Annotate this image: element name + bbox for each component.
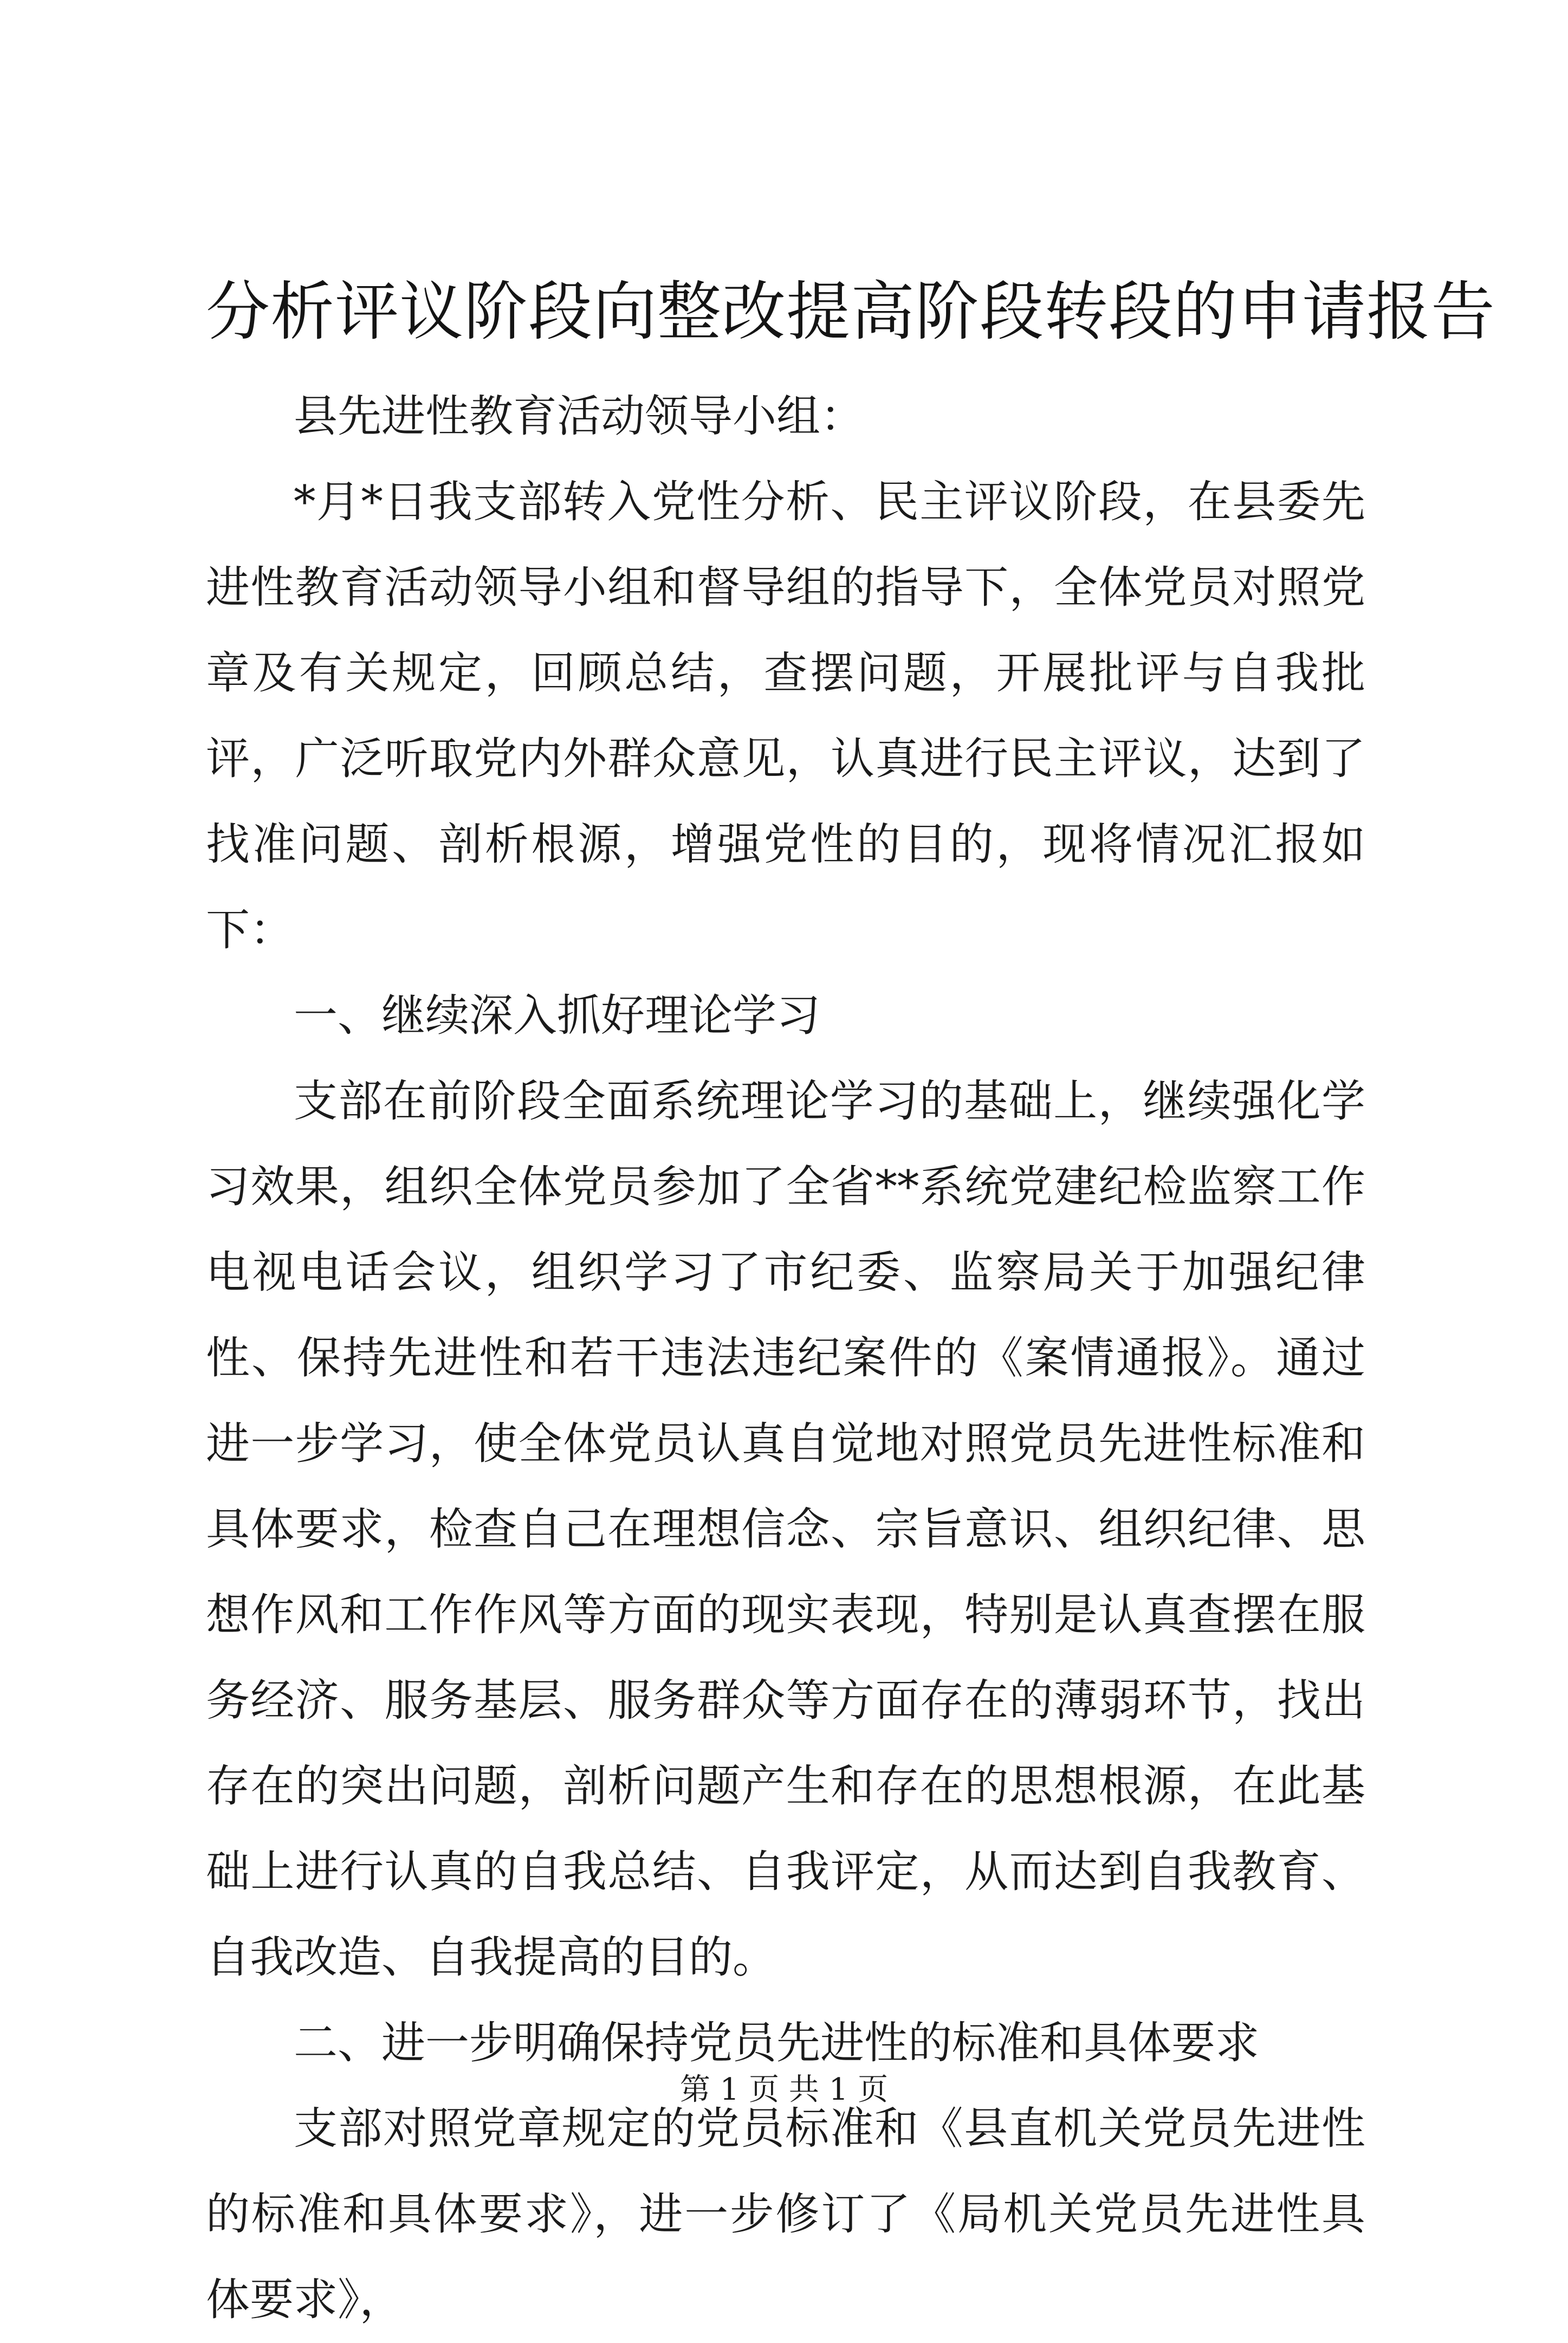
document-body	[206, 374, 1365, 2343]
page-footer: 第 1 页 共 1 页	[679, 2072, 889, 2107]
paragraph-section-2: 支部对照党章规定的党员标准和《县直机关党员先进性的标准和具体要求》，进一步修订了《局机关党员先进性具体要求》，	[206, 2103, 1365, 2326]
section-heading-1: 一、继续深入抓好理论学习	[294, 991, 821, 1041]
paragraph-intro: *月*日我支部转入党性分析、民主评议阶段，在县委先进性教育活动领导小组和督导组的指导下，全体党员对照党章及有关规定，回顾总结，查摆问题，开展批评与自我批评，广泛听取党内外群众意见，认真进行民主评议，达到了找准问题、剖析根源，增强党性的目的，现将情况汇报如下：	[206, 477, 1365, 956]
section-heading-2: 二、进一步明确保持党员先进性的标准和具体要求	[294, 2018, 1260, 2069]
salutation: 县先进性教育活动领导小组：	[294, 391, 865, 442]
document-title: 分析评议阶段向整改提高阶段转段的申请报告	[206, 274, 1496, 349]
paragraph-section-1: 支部在前阶段全面系统理论学习的基础上，继续强化学习效果，组织全体党员参加了全省**系统党建纪检监察工作电视电话会议，组织学习了市纪委、监察局关于加强纪律性、保持先进性和若干违法违纪案件的《案情通报》。通过进一步学习，使全体党员认真自觉地对照党员先进性标准和具体要求，检查自己在理想信念、宗旨意识、组织纪律、思想作风和工作作风等方面的现实表现，特别是认真查摆在服务经济、服务基层、服务群众等方面存在的薄弱环节，找出存在的突出问题，剖析问题产生和存在的思想根源，在此基础上进行认真的自我总结、自我评定，从而达到自我教育、自我改造、自我提高的目的。	[206, 1076, 1365, 1983]
